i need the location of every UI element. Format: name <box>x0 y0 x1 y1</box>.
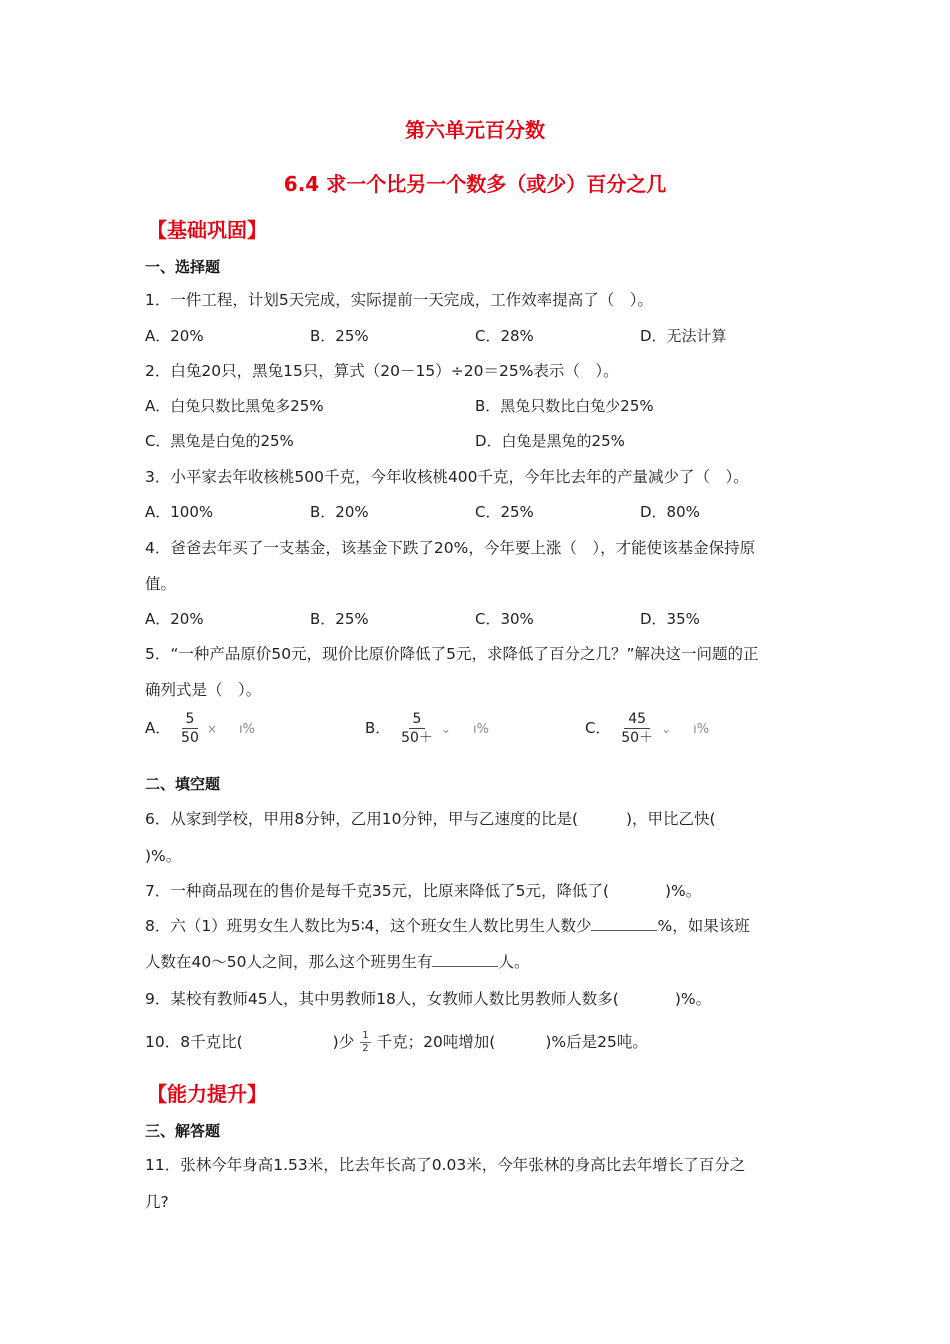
section-basic: 【基础巩固】 <box>147 218 267 242</box>
q5-option-b <box>365 710 489 747</box>
q8-text-b: %，如果该班 <box>657 917 750 935</box>
question-7 <box>145 879 701 901</box>
q5-option-a <box>145 710 255 747</box>
option-label: C． <box>585 719 611 737</box>
percent-suffix: ı% <box>693 722 710 737</box>
fraction <box>397 710 437 747</box>
denominator: 2 <box>362 1043 369 1054</box>
fraction-one-half <box>360 1030 370 1055</box>
q7-text-a: 7．一种商品现在的售价是每千克35元，比原来降低了5元，降低了( <box>145 882 609 900</box>
operator: ⌄ <box>661 722 672 736</box>
denominator: 50 <box>181 730 199 746</box>
question-11-line2: 几? <box>145 1193 169 1211</box>
q6-text-b: )，甲比乙快( <box>626 810 716 828</box>
q8-blank-1[interactable] <box>591 916 657 931</box>
q10-text-d: )%后是25吨。 <box>545 1033 648 1051</box>
q8-text-d: 人。 <box>498 953 530 971</box>
question-11-line1: 11．张林今年身高1.53米，比去年长高了0.03米，今年张林的身高比去年增长了百分之 <box>145 1156 746 1174</box>
q5-option-c <box>585 710 709 747</box>
section-advanced: 【能力提升】 <box>147 1082 267 1106</box>
heading-choice: 一、选择题 <box>145 258 221 276</box>
q1-option-b: B．25% <box>310 327 369 345</box>
q3-option-a: A．100% <box>145 503 214 521</box>
q1-option-c: C．28% <box>475 327 534 345</box>
fraction <box>177 710 203 747</box>
numerator: 1 <box>362 1030 369 1041</box>
q8-blank-2[interactable] <box>432 952 498 967</box>
numerator: 5 <box>182 710 199 729</box>
q3-option-b: B．20% <box>310 503 369 521</box>
q2-option-c: C．黑兔是白兔的25% <box>145 432 294 450</box>
operator: × <box>206 722 217 736</box>
q9-text-a: 9．某校有教师45人，其中男教师18人，女教师人数比男教师人数多( <box>145 990 619 1008</box>
unit-title: 第六单元百分数 <box>405 118 545 142</box>
question-8-line1 <box>145 914 750 936</box>
question-3: 3．小平家去年收核桃500千克，今年收核桃400千克，今年比去年的产量减少了（ ）。 <box>145 468 749 486</box>
q2-option-a: A．白兔只数比黑兔多25% <box>145 397 324 415</box>
question-5-line2: 确列式是（ ）。 <box>145 681 262 699</box>
q9-text-b: )%。 <box>674 990 712 1008</box>
q8-text-a: 8．六（1）班男女生人数比为5∶4，这个班女生人数比男生人数少 <box>145 917 592 935</box>
question-10 <box>145 1030 648 1055</box>
fraction <box>617 710 657 747</box>
lesson-title: 6.4 求一个比另一个数多（或少）百分之几 <box>283 172 667 196</box>
q10-text-b: )少 <box>332 1033 355 1051</box>
question-9 <box>145 987 711 1009</box>
q4-option-d: D．35% <box>640 610 700 628</box>
question-5-line1: 5．“一种产品原价50元，现价比原价降低了5元，求降低了百分之几？”解决这一问题的正 <box>145 645 759 663</box>
q4-option-a: A．20% <box>145 610 204 628</box>
q3-option-c: C．25% <box>475 503 534 521</box>
option-label: A． <box>145 719 171 737</box>
question-4-line1: 4．爸爸去年买了一支基金，该基金下跌了20%，今年要上涨（ ），才能使该基金保持原 <box>145 539 756 557</box>
question-2: 2．白兔20只，黑兔15只，算式（20－15）÷20＝25%表示（ ）。 <box>145 362 619 380</box>
percent-suffix: ı% <box>472 722 489 737</box>
q1-option-a: A．20% <box>145 327 204 345</box>
heading-fill-blank: 二、填空题 <box>145 775 221 793</box>
numerator: 45 <box>624 710 650 729</box>
question-8-line2 <box>145 950 529 972</box>
q1-option-d: D．无法计算 <box>640 327 727 345</box>
q6-text-a: 6．从家到学校，甲用8分钟，乙用10分钟，甲与乙速度的比是( <box>145 810 578 828</box>
operator: ⌄ <box>440 722 451 736</box>
percent-suffix: ı% <box>238 722 255 737</box>
q10-text-a: 10．8千克比( <box>145 1033 243 1051</box>
q3-option-d: D．80% <box>640 503 700 521</box>
q4-option-b: B．25% <box>310 610 369 628</box>
numerator: 5 <box>409 710 426 729</box>
option-label: B． <box>365 719 391 737</box>
denominator: 50＋ <box>401 730 433 746</box>
q4-option-c: C．30% <box>475 610 534 628</box>
question-1: 1．一件工程，计划5天完成，实际提前一天完成，工作效率提高了（ ）。 <box>145 291 653 309</box>
q10-text-c: 千克；20吨增加( <box>376 1033 496 1051</box>
q8-text-c: 人数在40～50人之间，那么这个班男生有 <box>145 953 433 971</box>
q2-option-d: D．白兔是黑兔的25% <box>475 432 625 450</box>
question-6-line2: )%。 <box>145 847 182 865</box>
q7-text-b: )%。 <box>665 882 702 900</box>
denominator: 50＋ <box>621 730 654 746</box>
question-6-line1 <box>145 807 716 829</box>
q2-option-b: B．黑兔只数比白兔少25% <box>475 397 654 415</box>
heading-answer: 三、解答题 <box>145 1122 221 1140</box>
question-4-line2: 值。 <box>145 575 177 593</box>
